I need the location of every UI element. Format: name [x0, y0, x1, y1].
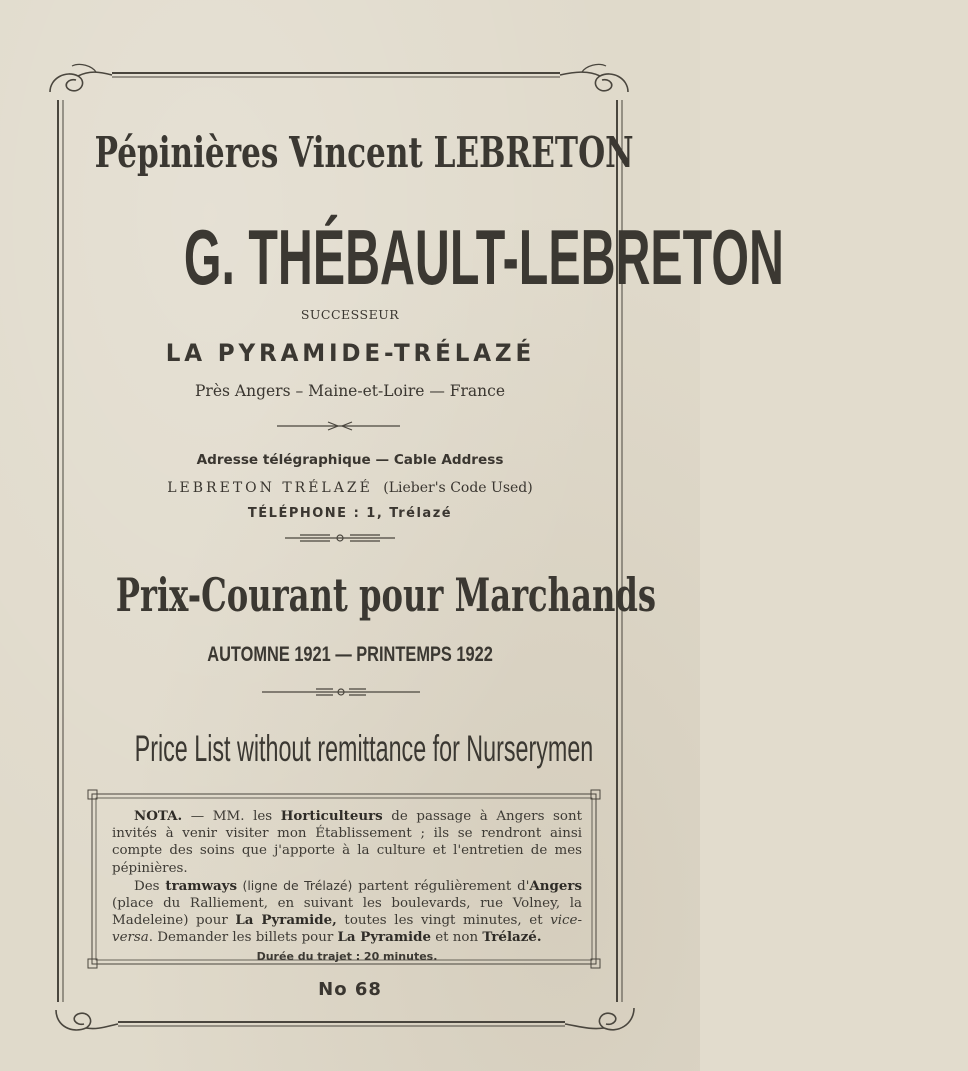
catalogue-number: No 68 [318, 979, 382, 1000]
english-title: Price List without remittance for Nurserymen [134, 728, 594, 769]
cable-name: LEBRETON TRÉLAZÉ [167, 480, 373, 496]
trip-duration: Durée du trajet : 20 minutes. [256, 949, 438, 963]
pricelist-title: Prix-Courant pour Marchands [115, 568, 657, 622]
nota-paragraph-2: Des tramways (ligne de Trélazé) partent régulièrement d'Angers (place du Ralliement, en suivant les boulevards, rue Volney, la Madeleine) pour La Pyramide, toutes les vingt minutes, et vice-versa. Demander les billets pour La Pyramide et non Trélazé. [112, 877, 582, 946]
telephone-line: TÉLÉPHONE : 1, Trélazé [247, 506, 453, 521]
cable-address-line [0, 480, 700, 496]
nota-paragraph-1: NOTA. — MM. les Horticulteurs de passage à Angers sont invités à venir visiter mon Établissement ; ils se rendront ainsi compte des soins que j'apporte à la culture et l'entretien de mes pépinières. [112, 808, 582, 876]
season-line: AUTOMNE 1921 — PRINTEMPS 1922 [207, 643, 493, 666]
location-heading: LA PYRAMIDE-TRÉLAZÉ [165, 339, 535, 367]
nota-box [112, 808, 582, 965]
region-line: Près Angers – Maine-et-Loire — France [195, 382, 505, 400]
cable-address-label: Adresse télégraphique — Cable Address [196, 452, 504, 468]
nursery-name-heading: Pépinières Vincent LEBRETON [94, 128, 634, 177]
proprietor-heading: G. THÉBAULT-LEBRETON [183, 213, 784, 301]
successor-label: SUCCESSEUR [300, 307, 400, 322]
cable-code: (Lieber's Code Used) [383, 480, 533, 496]
